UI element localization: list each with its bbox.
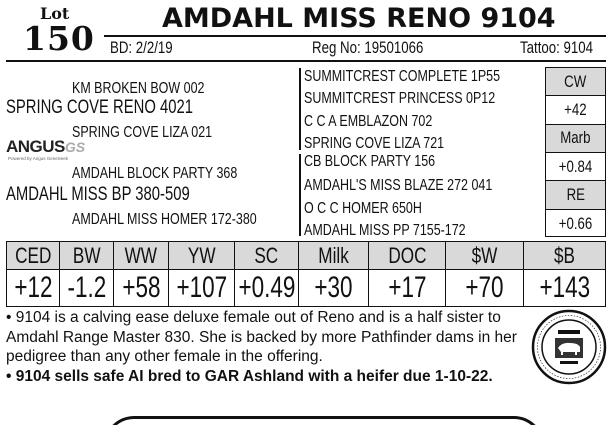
epd-header-bw: BW [60, 242, 114, 269]
carcass-epd-box [545, 67, 606, 237]
pedigree-right-3: C C A EMBLAZON 702 [304, 113, 433, 130]
pedigree-bracket-top [299, 68, 301, 150]
pedigree-sire-dam: SPRING COVE LIZA 021 [72, 124, 213, 141]
comment-paragraph-2: • 9104 sells safe AI bred to GAR Ashland with a heifer due 1-10-22. [6, 367, 493, 385]
epd-header-row [7, 242, 605, 270]
pedigree-right-1: SUMMITCREST COMPLETE 1P55 [304, 68, 501, 85]
header-divider [6, 60, 606, 62]
lot-number: 150 [23, 19, 95, 58]
pedigree-right-4: SPRING COVE LIZA 721 [304, 135, 445, 152]
carcass-re-value: +0.66 [558, 213, 593, 233]
epd-value-bw: -1.2 [60, 270, 114, 306]
animal-name: AMDAHL MISS RENO 9104 [162, 3, 556, 34]
epd-value-ced: +12 [7, 270, 60, 306]
carcass-cw-label: CW [546, 68, 605, 96]
pedigree-right-5: CB BLOCK PARTY 156 [304, 153, 436, 170]
pedigree-sire: SPRING COVE RENO 4021 [6, 97, 193, 118]
epd-value-yw: +107 [169, 270, 235, 306]
bottom-panel-edge [104, 416, 544, 425]
pedigree-bracket-bottom [299, 154, 301, 236]
title-divider [104, 35, 606, 37]
epd-header-ced: CED [7, 242, 60, 269]
pedigree-sire-sire: KM BROKEN BOW 002 [72, 80, 205, 97]
epd-value-ww: +58 [114, 270, 169, 306]
epd-value-row [7, 270, 605, 306]
angus-gs-logo: ANGUSGS Powered by Angus GeneSeek [6, 137, 86, 161]
pedigree-dam-sire: AMDAHL BLOCK PARTY 368 [72, 165, 238, 182]
birth-date: BD: 2/2/19 [110, 38, 173, 57]
epd-header-ww: WW [114, 242, 169, 269]
epd-value-milk: +30 [299, 270, 369, 306]
pedigree-right-2: SUMMITCREST PRINCESS 0P12 [304, 90, 496, 107]
registration-number: Reg No: 19501066 [312, 38, 424, 57]
epd-value-w-index: +70 [446, 270, 524, 306]
lot-comments [6, 308, 518, 386]
epd-header-w-index: $W [446, 242, 524, 269]
pedigree-dam: AMDAHL MISS BP 380-509 [6, 184, 190, 205]
lot-label: Lot [40, 4, 70, 23]
epd-header-doc: DOC [369, 242, 446, 269]
carcass-re-label: RE [546, 181, 605, 209]
pedigree-dam-dam: AMDAHL MISS HOMER 172-380 [72, 211, 257, 228]
epd-table [6, 241, 606, 307]
pathfinder-seal-icon [530, 308, 608, 386]
carcass-marb-value: +0.84 [546, 153, 605, 181]
epd-header-sc: SC [235, 242, 299, 269]
epd-header-b-index: $B [553, 242, 575, 268]
tattoo: Tattoo: 9104 [520, 38, 593, 57]
pedigree-right-7: O C C HOMER 650H [304, 200, 422, 217]
epd-value-sc: +0.49 [235, 270, 299, 306]
epd-header-yw: YW [169, 242, 235, 269]
pedigree-right-8: AMDAHL MISS PP 7155-172 [304, 222, 466, 239]
pedigree-right-6: AMDAHL'S MISS BLAZE 272 041 [304, 177, 493, 194]
epd-value-doc: +17 [369, 270, 446, 306]
carcass-cw-value: +42 [546, 96, 605, 124]
epd-value-b-index: +143 [539, 271, 590, 304]
carcass-marb-label: Marb [546, 125, 605, 153]
lot-badge [10, 4, 104, 58]
comment-paragraph-1: • 9104 is a calving ease deluxe female out of Reno and is a half sister to Amdahl Range Master 830. She is backed by more Pathfinder dams in her pedigree than any other female in the offering. [6, 309, 517, 365]
epd-header-milk: Milk [299, 242, 369, 269]
